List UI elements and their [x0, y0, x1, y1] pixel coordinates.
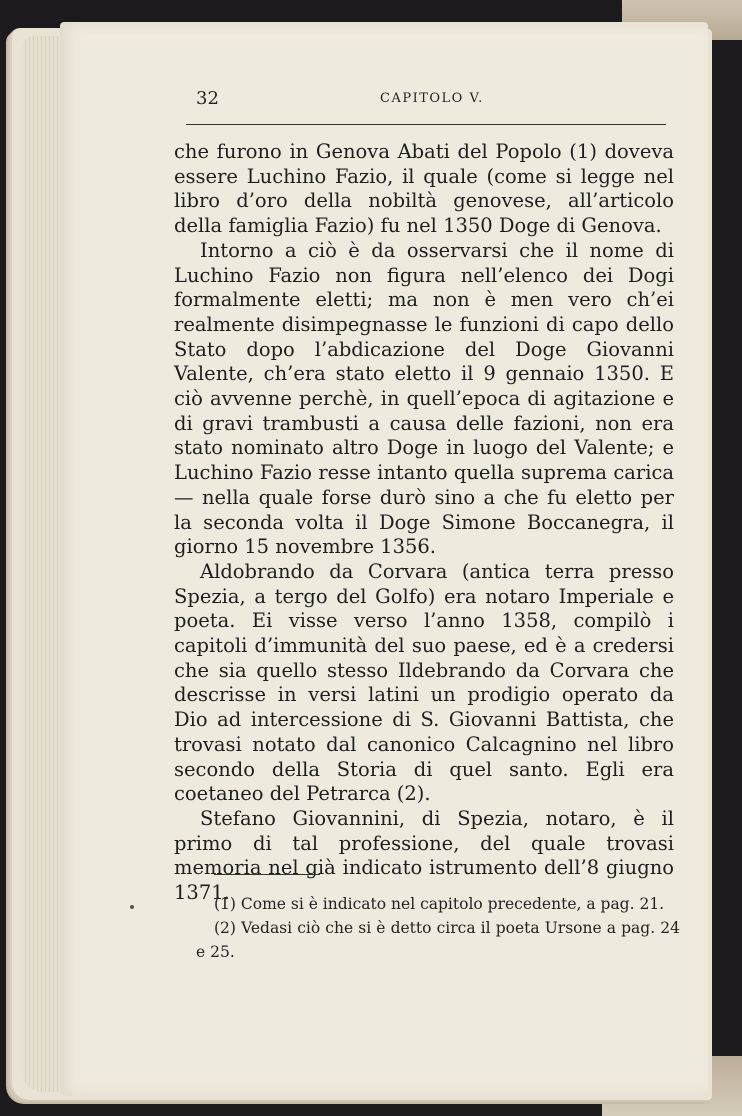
- footnote: (1) Come si è indicato nel capitolo precedente, a pag. 21.: [214, 895, 665, 913]
- footnotes: [196, 892, 680, 964]
- running-head: CAPITOLO V.: [380, 91, 484, 106]
- paragraph: Stefano Giovannini, di Spezia, notaro, è il primo di tal professione, del quale trovasi memoria nel già indicato istrumento dell’8 giugno 1371.: [174, 806, 674, 905]
- footnote-rule: [214, 874, 320, 875]
- header-rule: [186, 124, 666, 125]
- paragraph: Aldobrando da Corvara (antica terra presso Spezia, a tergo del Golfo) era notaro Imperiale e poeta. Ei visse verso l’anno 1358, compilò i capitoli d’immunità del suo paese, ed è a credersi che sia quello stesso Ildebrando da Corvara che descrisse in versi latini un prodigio operato da Dio ad intercessione di S. Giovanni Battista, che trovasi notato dal canonico Calcagnino nel libro secondo della Storia di quel santo. Egli era coetaneo del Petrarca (2).: [174, 559, 674, 806]
- paragraph: che furono in Genova Abati del Popolo (1) doveva essere Luchino Fazio, il quale (come si legge nel libro d’oro della nobiltà genovese, all’articolo della famiglia Fazio) fu nel 1350 Doge di Genova.: [174, 140, 674, 238]
- ink-speck: [130, 905, 134, 909]
- body-text: [174, 140, 674, 906]
- page-header: [196, 88, 670, 112]
- footnote: (2) Vedasi ciò che si è detto circa il poeta Ursone a pag. 24 e 25.: [196, 919, 680, 961]
- paragraph: Intorno a ciò è da osservarsi che il nome di Luchino Fazio non figura nell’elenco dei Dogi formalmente eletti; ma non è men vero ch’ei realmente disimpegnasse le funzioni di capo dello Stato dopo l’abdicazione del Doge Giovanni Valente, ch’era stato eletto il 9 gennaio 1350. E ciò avvenne perchè, in quell’epoca di agitazione e di gravi trambusti a causa delle fazioni, non era stato nominato altro Doge in luogo del Valente; e Luchino Fazio resse intanto quella suprema carica — nella quale forse durò sino a che fu eletto per la seconda volta il Doge Simone Boccanegra, il giorno 15 novembre 1356.: [174, 238, 674, 559]
- page-number: 32: [196, 88, 219, 109]
